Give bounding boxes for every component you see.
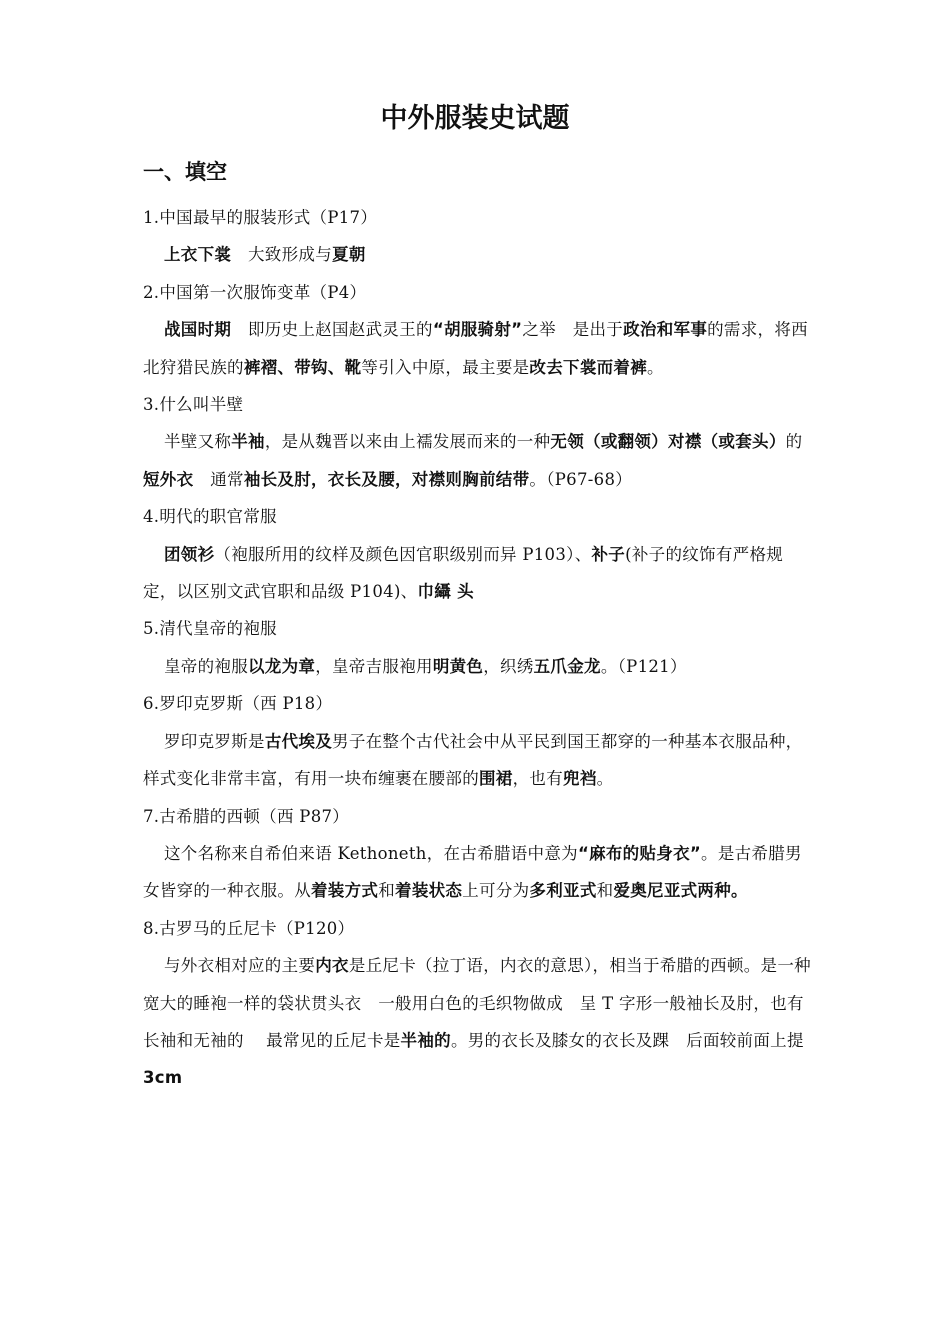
answer-keyword: 补子: [591, 544, 626, 564]
answer-keyword: 改去下裳而着裤: [529, 357, 648, 377]
answer-text: 男子在整个古代社会中从平民到国王都穿的一种基本衣服品种，样式变化非常丰富，有用一块布缠裹在腰部的: [143, 731, 803, 789]
answer-text: 这个名称来自希伯来语 Kethoneth，在古希腊语中意为: [164, 843, 578, 863]
answer-text: ，皇帝吉服袍用: [315, 656, 433, 676]
question-1: 1.中国最早的服装形式（P17）: [143, 208, 378, 227]
answer-keyword: 古代埃及: [264, 731, 333, 751]
answer-keyword: 半袖: [231, 432, 265, 452]
answer-2: [143, 311, 815, 386]
answer-keyword: “胡服骑射”: [432, 320, 523, 340]
answer-3: [143, 423, 815, 498]
answer-keyword: 以龙为章: [248, 656, 316, 676]
answer-keyword: 巾䌰 头: [417, 582, 474, 602]
answer-keyword: 无领（或翻领）对襟（或套头）: [550, 432, 786, 452]
answer-keyword: 五爪金龙: [533, 656, 601, 676]
answer-text: 大致形成与: [231, 245, 333, 265]
answer-text: 。是古希腊男女皆穿的一种衣服。从: [143, 843, 802, 901]
question-list: [143, 199, 815, 1097]
answer-text: 。: [647, 357, 664, 377]
answer-keyword: “麻布的贴身衣”: [577, 843, 702, 863]
answer-keyword: 围裙: [479, 769, 513, 789]
answer-keyword: 着装方式: [311, 881, 379, 901]
answer-text: 的: [785, 432, 803, 452]
answer-keyword: 着装状态: [395, 881, 463, 901]
answer-text: 。（P121）: [600, 656, 687, 676]
question-5: 5.清代皇帝的袍服: [143, 619, 277, 639]
answer-keyword: 兜裆: [563, 769, 597, 789]
answer-1: [143, 236, 815, 273]
answer-4: [143, 536, 815, 611]
answer-keyword: 内衣: [315, 956, 349, 976]
answer-keyword: 团领衫: [164, 544, 215, 564]
answer-keyword: 战国时期: [164, 320, 232, 340]
answer-text: 罗印克罗斯是: [164, 731, 265, 751]
answer-keyword: 多利亚式: [529, 881, 597, 901]
answer-keyword: 3cm: [143, 1068, 183, 1088]
answer-text: 。男的衣长及膝女的衣长及踝 后面较前面上提: [450, 1030, 804, 1050]
page-title: 中外服装史试题: [380, 103, 570, 134]
answer-text: （袍服所用的纹样及颜色因官职级别而异 P103）、: [214, 544, 592, 564]
answer-text: 通常: [193, 469, 244, 489]
answer-8: [143, 947, 815, 1097]
answer-text: 皇帝的袍服: [164, 656, 248, 676]
question-8: 8.古罗马的丘尼卡（P120）: [143, 918, 355, 938]
answer-text: 即历史上赵国赵武灵王的: [231, 320, 433, 340]
answer-keyword: 短外衣: [143, 469, 194, 489]
answer-keyword: 裤褶、带钩、靴: [243, 357, 362, 377]
answer-text: 是丘尼卡（拉丁语，内衣的意思），相当于希腊的西顿。是一种宽大的睡袍一样的袋状贯头衣 一般用白色的毛织物做成 呈 T 字形一般袖长及肘，也有长袖和无袖的 最常见的丘尼卡是: [143, 956, 811, 1050]
answer-keyword: 半袖的: [400, 1030, 451, 1050]
answer-text: ，也有: [512, 769, 564, 789]
answer-keyword: 明黄色: [432, 656, 484, 676]
answer-keyword: 政治和军事: [623, 320, 708, 340]
answer-text: 上可分为: [462, 881, 530, 901]
question-7: 7.古希腊的西顿（西 P87）: [143, 806, 350, 826]
answer-keyword: 爱奥尼亚式两种。: [613, 881, 748, 901]
answer-text: ，织绣: [483, 656, 534, 676]
answer-text: 的需求，将西北狩猎民族的: [143, 320, 808, 377]
question-4: 4.明代的职官常服: [143, 507, 277, 527]
answer-keyword: 袖长及肘，衣长及腰，对襟则胸前结带: [243, 469, 530, 489]
answer-text: 与外衣相对应的主要: [164, 956, 316, 976]
answer-7: [143, 835, 815, 910]
answer-5: [143, 648, 815, 685]
answer-text: 和: [378, 881, 396, 901]
question-3: 3.什么叫半壁: [143, 395, 244, 415]
answer-keyword: 上衣下裳: [164, 245, 232, 265]
answer-text: 。: [596, 769, 614, 789]
answer-text: 和: [596, 881, 614, 901]
answer-text: (补子的纹饰有严格规定，以区别文武官职和品级 P104)、: [143, 544, 784, 602]
answer-keyword: 夏朝: [332, 245, 366, 265]
answer-text: ，是从魏晋以来由上襦发展而来的一种: [264, 432, 551, 452]
question-2: 2.中国第一次服饰变革（P4）: [143, 282, 367, 302]
section-heading: 一、填空: [143, 160, 227, 184]
question-6: 6.罗印克罗斯（西 P18）: [143, 694, 333, 714]
answer-6: [143, 723, 815, 798]
answer-text: 半壁又称: [164, 432, 232, 452]
answer-text: 。（P67-68）: [529, 469, 633, 489]
answer-text: 等引入中原，最主要是: [361, 357, 530, 377]
answer-text: 之举 是出于: [522, 320, 624, 340]
